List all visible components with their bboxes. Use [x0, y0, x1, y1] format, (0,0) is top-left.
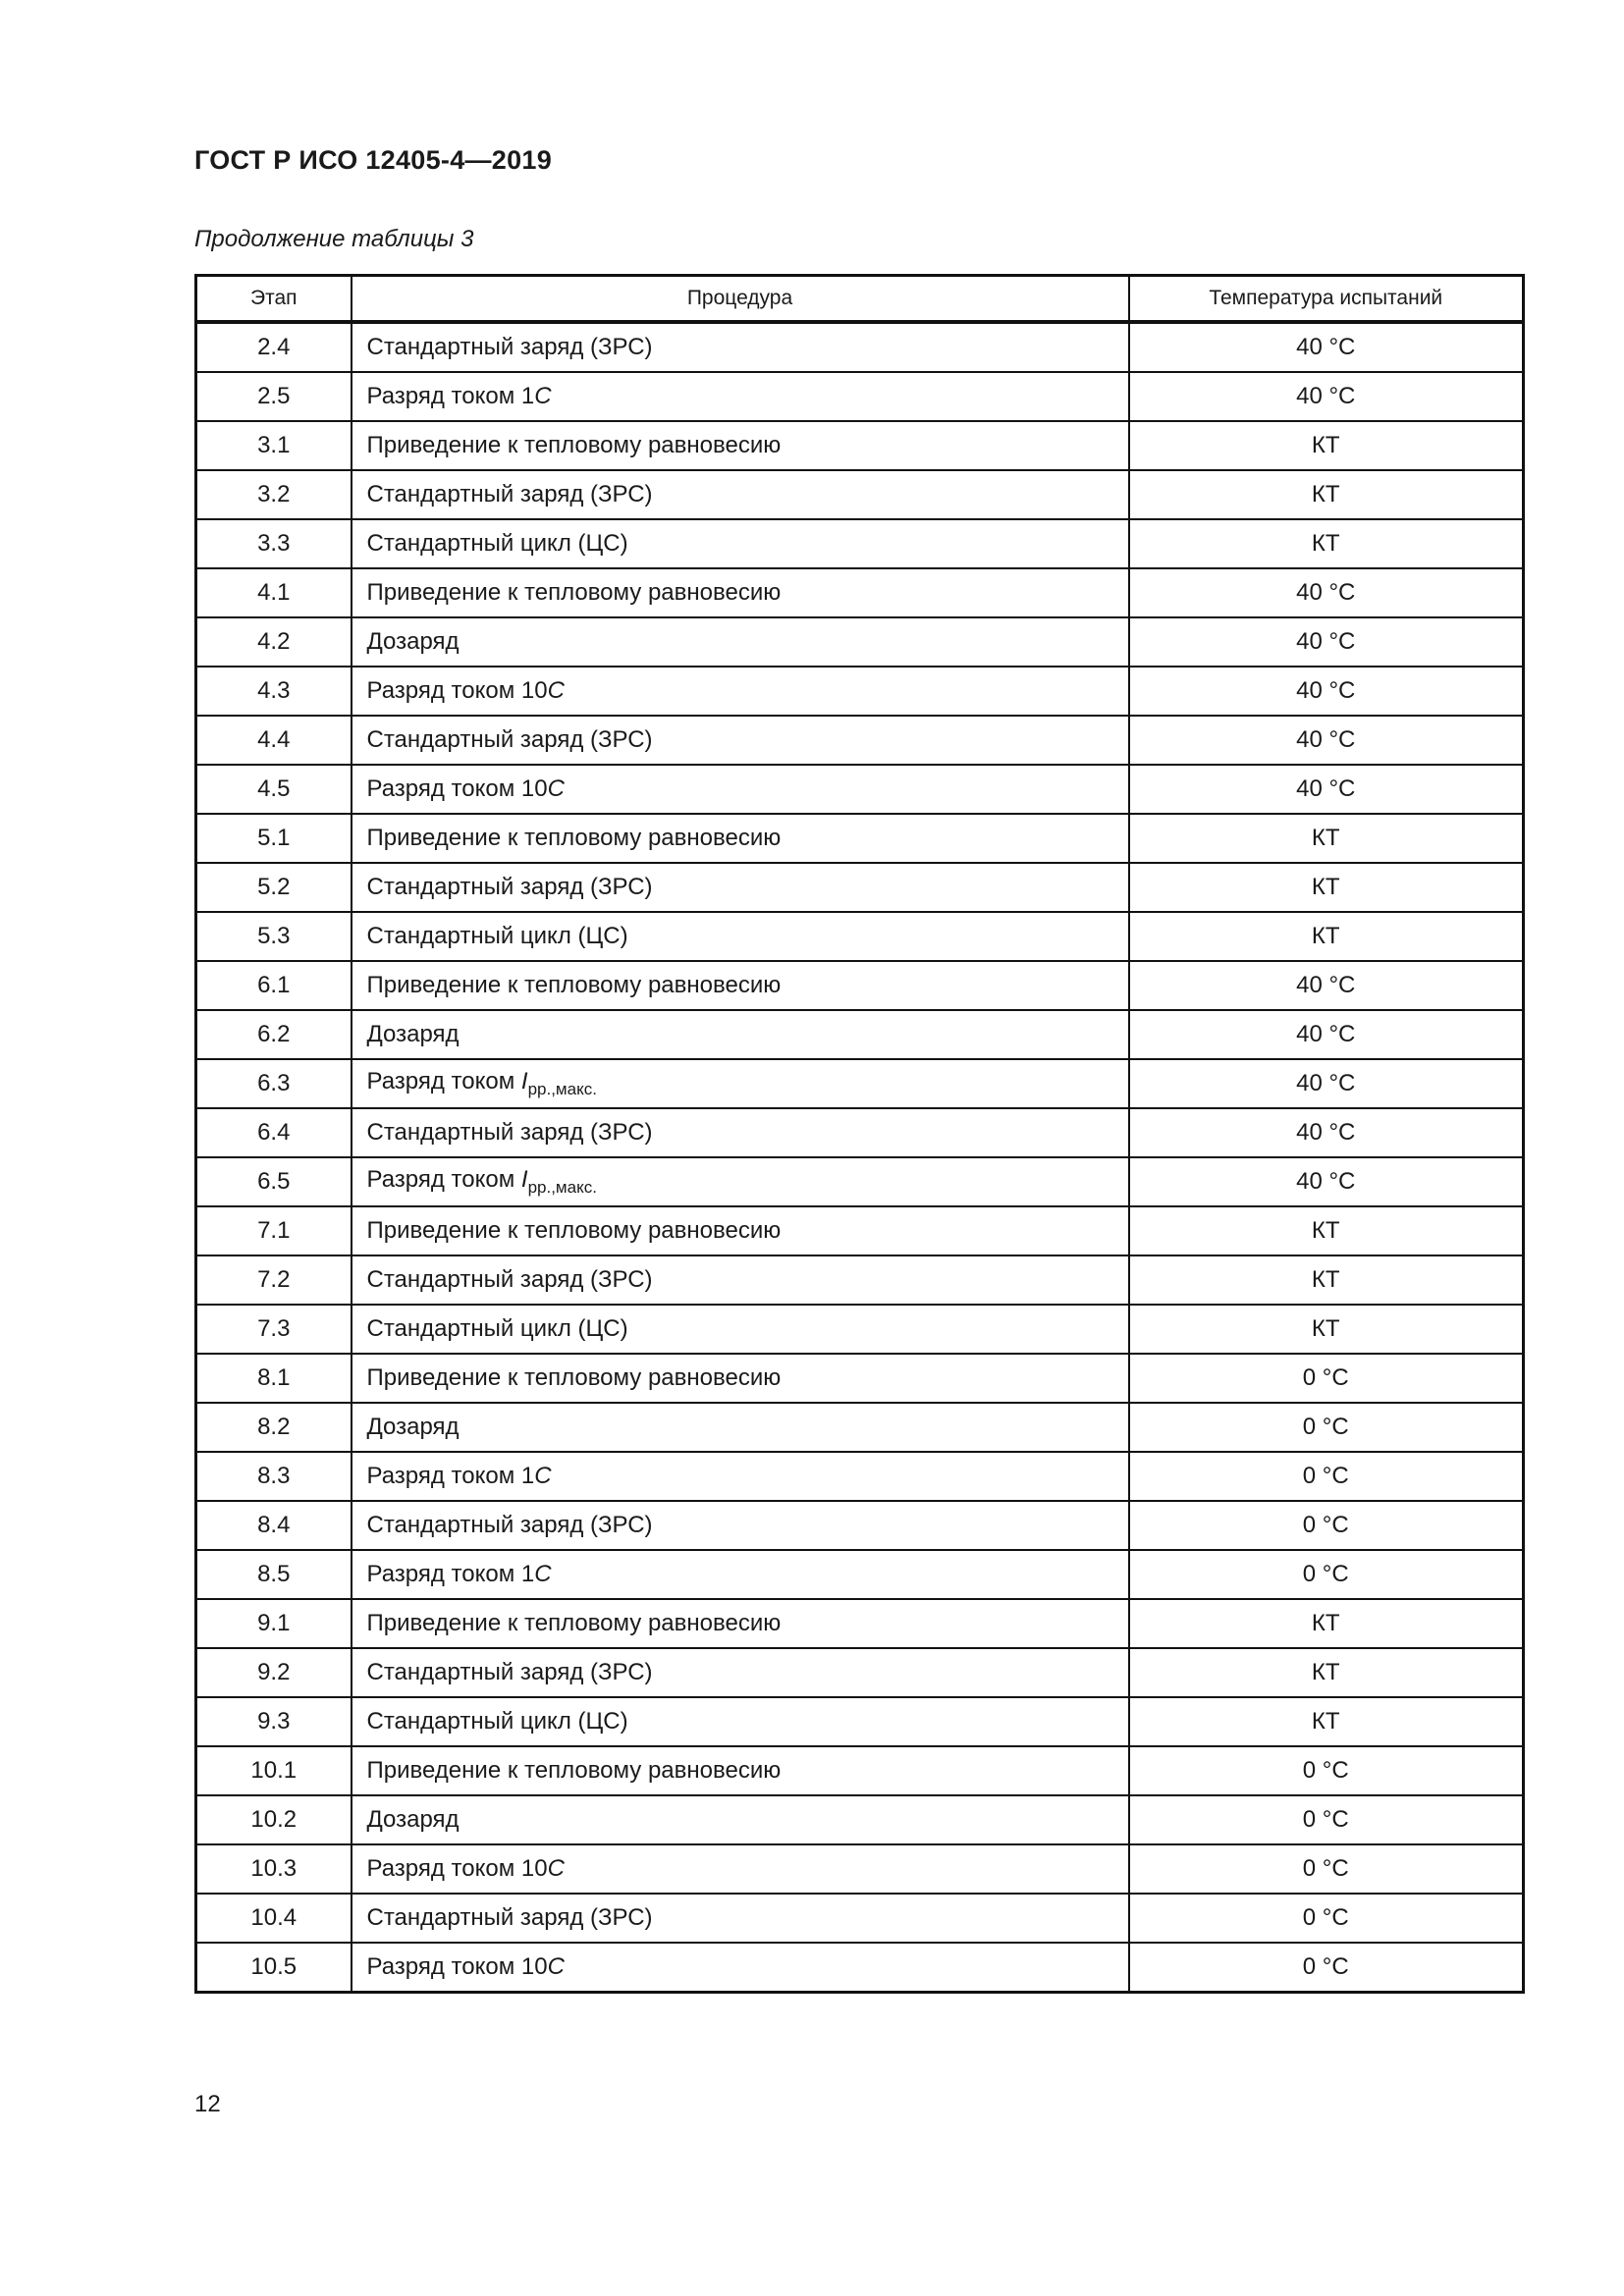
procedure-variable: I	[520, 1068, 528, 1095]
procedure-variable: C	[547, 677, 565, 704]
temperature-cell: 40 °C	[1129, 1059, 1524, 1108]
procedure-text: Приведение к тепловому равновесию	[366, 1610, 782, 1636]
temperature-cell: 40 °C	[1129, 322, 1524, 372]
procedure-variable: C	[547, 1953, 565, 1980]
table-row	[196, 1697, 1524, 1746]
table-row	[196, 1206, 1524, 1255]
temperature-cell: КТ	[1129, 1305, 1524, 1354]
procedure-text: Стандартный цикл (ЦС)	[366, 1708, 628, 1735]
table-row	[196, 1305, 1524, 1354]
temperature-cell: 0 °C	[1129, 1403, 1524, 1452]
stage-cell: 8.2	[196, 1403, 352, 1452]
procedure-text: Разряд током	[366, 1068, 521, 1095]
stage-cell: 9.1	[196, 1599, 352, 1648]
procedure-text: Приведение к тепловому равновесию	[366, 1364, 782, 1391]
procedure-cell	[352, 1010, 1129, 1059]
table-header-row	[196, 276, 1524, 323]
procedure-cell	[352, 912, 1129, 961]
procedure-cell	[352, 1354, 1129, 1403]
document-title: ГОСТ Р ИСО 12405-4—2019	[194, 145, 553, 175]
temperature-cell: 40 °C	[1129, 617, 1524, 667]
table-row	[196, 322, 1524, 372]
stage-cell: 5.1	[196, 814, 352, 863]
procedure-text: Стандартный цикл (ЦС)	[366, 923, 628, 949]
table-row	[196, 912, 1524, 961]
temperature-cell: КТ	[1129, 1255, 1524, 1305]
table-row	[196, 1255, 1524, 1305]
table-row	[196, 519, 1524, 568]
table-row	[196, 1354, 1524, 1403]
stage-cell: 3.2	[196, 470, 352, 519]
stage-cell: 9.3	[196, 1697, 352, 1746]
table-row	[196, 1599, 1524, 1648]
procedure-text: Приведение к тепловому равновесию	[366, 579, 782, 606]
procedure-text: Приведение к тепловому равновесию	[366, 1757, 782, 1784]
procedure-cell	[352, 1403, 1129, 1452]
procedure-text: Разряд током 10	[366, 775, 548, 802]
procedure-text: Стандартный заряд (ЗРС)	[366, 1904, 653, 1931]
table-row	[196, 765, 1524, 814]
procedure-table	[194, 274, 1525, 1994]
table-row	[196, 1059, 1524, 1108]
procedure-text: Стандартный заряд (ЗРС)	[366, 1266, 653, 1293]
stage-cell: 4.3	[196, 667, 352, 716]
procedure-subscript: рр.,макс.	[527, 1080, 597, 1098]
temperature-cell: КТ	[1129, 519, 1524, 568]
stage-cell: 6.1	[196, 961, 352, 1010]
table-row	[196, 1844, 1524, 1894]
procedure-variable: C	[534, 383, 552, 409]
table-caption: Продолжение таблицы 3	[194, 226, 474, 252]
procedure-cell	[352, 1501, 1129, 1550]
temperature-cell: КТ	[1129, 1599, 1524, 1648]
procedure-text: Стандартный заряд (ЗРС)	[366, 726, 653, 753]
procedure-cell	[352, 322, 1129, 372]
procedure-cell	[352, 1108, 1129, 1157]
header-stage: Этап	[196, 276, 352, 323]
temperature-cell: 40 °C	[1129, 1157, 1524, 1206]
procedure-cell	[352, 716, 1129, 765]
page-number: 12	[194, 2091, 221, 2117]
procedure-cell	[352, 863, 1129, 912]
temperature-cell: 40 °C	[1129, 1010, 1524, 1059]
stage-cell: 10.2	[196, 1795, 352, 1844]
procedure-text: Дозаряд	[366, 1414, 460, 1440]
temperature-cell: 0 °C	[1129, 1795, 1524, 1844]
procedure-cell	[352, 1206, 1129, 1255]
procedure-cell	[352, 568, 1129, 617]
temperature-cell: 0 °C	[1129, 1501, 1524, 1550]
procedure-variable: C	[547, 1855, 565, 1882]
procedure-text: Стандартный заряд (ЗРС)	[366, 1659, 653, 1685]
temperature-cell: КТ	[1129, 1697, 1524, 1746]
procedure-text: Разряд током 10	[366, 1855, 548, 1882]
procedure-text: Дозаряд	[366, 1806, 460, 1833]
table-row	[196, 568, 1524, 617]
procedure-cell	[352, 1157, 1129, 1206]
stage-cell: 5.2	[196, 863, 352, 912]
stage-cell: 8.5	[196, 1550, 352, 1599]
procedure-cell	[352, 814, 1129, 863]
temperature-cell: КТ	[1129, 912, 1524, 961]
table-row	[196, 961, 1524, 1010]
table-row	[196, 1501, 1524, 1550]
temperature-cell: 40 °C	[1129, 568, 1524, 617]
temperature-cell: КТ	[1129, 1648, 1524, 1697]
stage-cell: 7.1	[196, 1206, 352, 1255]
procedure-cell	[352, 1697, 1129, 1746]
procedure-cell	[352, 667, 1129, 716]
table-row	[196, 1648, 1524, 1697]
procedure-text: Приведение к тепловому равновесию	[366, 432, 782, 458]
stage-cell: 8.3	[196, 1452, 352, 1501]
procedure-cell	[352, 1795, 1129, 1844]
temperature-cell: 0 °C	[1129, 1550, 1524, 1599]
stage-cell: 10.3	[196, 1844, 352, 1894]
stage-cell: 10.1	[196, 1746, 352, 1795]
header-temperature: Температура испытаний	[1129, 276, 1524, 323]
procedure-cell	[352, 1943, 1129, 1993]
table-row	[196, 716, 1524, 765]
procedure-subscript: рр.,макс.	[527, 1178, 597, 1197]
procedure-cell	[352, 1894, 1129, 1943]
procedure-text: Стандартный заряд (ЗРС)	[366, 1119, 653, 1146]
stage-cell: 6.2	[196, 1010, 352, 1059]
temperature-cell: 40 °C	[1129, 372, 1524, 421]
temperature-cell: КТ	[1129, 1206, 1524, 1255]
stage-cell: 2.4	[196, 322, 352, 372]
stage-cell: 6.3	[196, 1059, 352, 1108]
temperature-cell: КТ	[1129, 470, 1524, 519]
procedure-text: Разряд током 10	[366, 677, 548, 704]
table-row	[196, 1550, 1524, 1599]
table-row	[196, 1010, 1524, 1059]
procedure-cell	[352, 1746, 1129, 1795]
stage-cell: 3.1	[196, 421, 352, 470]
procedure-text: Разряд током 1	[366, 383, 535, 409]
table-row	[196, 1452, 1524, 1501]
temperature-cell: 40 °C	[1129, 716, 1524, 765]
stage-cell: 4.1	[196, 568, 352, 617]
temperature-cell: КТ	[1129, 814, 1524, 863]
procedure-cell	[352, 1255, 1129, 1305]
table-row	[196, 814, 1524, 863]
procedure-cell	[352, 1452, 1129, 1501]
temperature-cell: 40 °C	[1129, 1108, 1524, 1157]
procedure-cell	[352, 519, 1129, 568]
table-row	[196, 863, 1524, 912]
temperature-cell: 40 °C	[1129, 961, 1524, 1010]
stage-cell: 8.1	[196, 1354, 352, 1403]
procedure-cell	[352, 617, 1129, 667]
stage-cell: 8.4	[196, 1501, 352, 1550]
procedure-cell	[352, 765, 1129, 814]
stage-cell: 4.2	[196, 617, 352, 667]
stage-cell: 4.4	[196, 716, 352, 765]
table-row	[196, 1795, 1524, 1844]
temperature-cell: 40 °C	[1129, 667, 1524, 716]
procedure-text: Стандартный заряд (ЗРС)	[366, 481, 653, 507]
table-row	[196, 470, 1524, 519]
procedure-variable: I	[520, 1166, 528, 1193]
temperature-cell: 0 °C	[1129, 1844, 1524, 1894]
temperature-cell: КТ	[1129, 863, 1524, 912]
procedure-variable: C	[534, 1561, 552, 1587]
table-row	[196, 667, 1524, 716]
table-row	[196, 421, 1524, 470]
procedure-text: Стандартный цикл (ЦС)	[366, 530, 628, 557]
procedure-text: Разряд током 10	[366, 1953, 548, 1980]
procedure-text: Стандартный цикл (ЦС)	[366, 1315, 628, 1342]
temperature-cell: 0 °C	[1129, 1943, 1524, 1993]
stage-cell: 6.4	[196, 1108, 352, 1157]
procedure-text: Стандартный заряд (ЗРС)	[366, 874, 653, 900]
table-row	[196, 1894, 1524, 1943]
procedure-text: Разряд током 1	[366, 1463, 535, 1489]
table-row	[196, 1157, 1524, 1206]
stage-cell: 9.2	[196, 1648, 352, 1697]
stage-cell: 5.3	[196, 912, 352, 961]
stage-cell: 10.4	[196, 1894, 352, 1943]
procedure-cell	[352, 1059, 1129, 1108]
procedure-cell	[352, 1844, 1129, 1894]
stage-cell: 2.5	[196, 372, 352, 421]
procedure-cell	[352, 1305, 1129, 1354]
table-row	[196, 1108, 1524, 1157]
procedure-text: Приведение к тепловому равновесию	[366, 825, 782, 851]
table-row	[196, 617, 1524, 667]
temperature-cell: 40 °C	[1129, 765, 1524, 814]
temperature-cell: 0 °C	[1129, 1452, 1524, 1501]
temperature-cell: КТ	[1129, 421, 1524, 470]
stage-cell: 7.3	[196, 1305, 352, 1354]
procedure-cell	[352, 1550, 1129, 1599]
procedure-text: Дозаряд	[366, 628, 460, 655]
stage-cell: 4.5	[196, 765, 352, 814]
procedure-variable: C	[534, 1463, 552, 1489]
procedure-cell	[352, 421, 1129, 470]
table-row	[196, 1943, 1524, 1993]
stage-cell: 10.5	[196, 1943, 352, 1993]
procedure-text: Разряд током	[366, 1166, 521, 1193]
table-row	[196, 1746, 1524, 1795]
procedure-cell	[352, 470, 1129, 519]
temperature-cell: 0 °C	[1129, 1746, 1524, 1795]
procedure-text: Стандартный заряд (ЗРС)	[366, 1512, 653, 1538]
procedure-text: Стандартный заряд (ЗРС)	[366, 334, 653, 360]
procedure-cell	[352, 372, 1129, 421]
procedure-cell	[352, 961, 1129, 1010]
procedure-text: Дозаряд	[366, 1021, 460, 1047]
table-row	[196, 372, 1524, 421]
table-row	[196, 1403, 1524, 1452]
procedure-variable: C	[547, 775, 565, 802]
procedure-cell	[352, 1648, 1129, 1697]
temperature-cell: 0 °C	[1129, 1354, 1524, 1403]
stage-cell: 3.3	[196, 519, 352, 568]
temperature-cell: 0 °C	[1129, 1894, 1524, 1943]
stage-cell: 6.5	[196, 1157, 352, 1206]
procedure-text: Разряд током 1	[366, 1561, 535, 1587]
procedure-cell	[352, 1599, 1129, 1648]
procedure-text: Приведение к тепловому равновесию	[366, 972, 782, 998]
procedure-text: Приведение к тепловому равновесию	[366, 1217, 782, 1244]
stage-cell: 7.2	[196, 1255, 352, 1305]
header-procedure: Процедура	[352, 276, 1129, 323]
table-body	[196, 322, 1524, 1993]
